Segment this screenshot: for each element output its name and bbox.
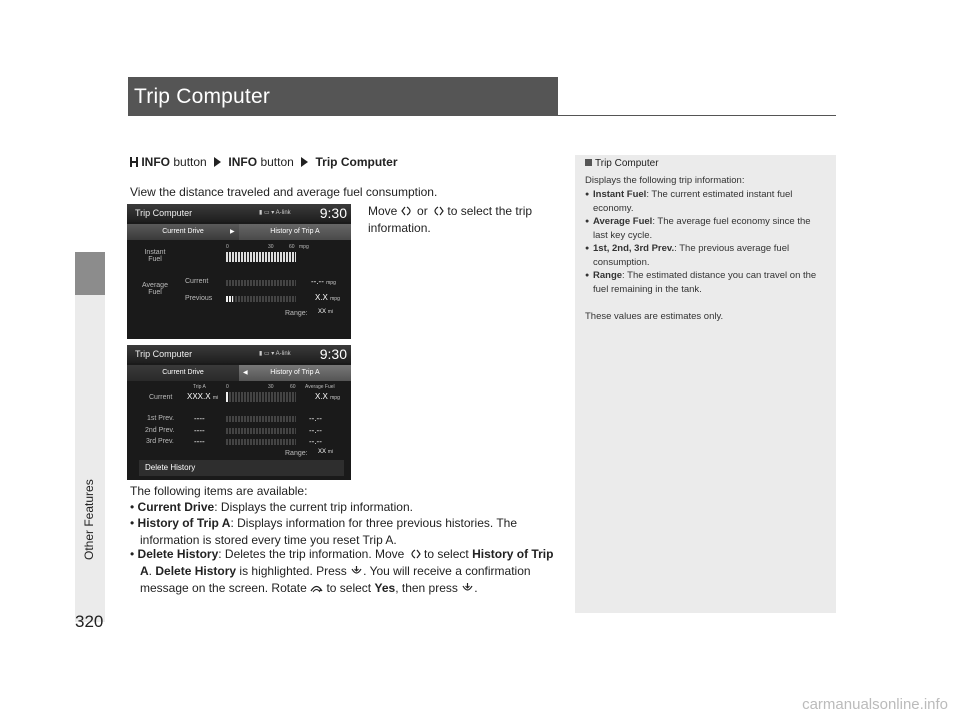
selector-right-icon [408, 548, 421, 560]
range-unit: mi [327, 449, 333, 455]
current-bar [226, 280, 296, 286]
breadcrumb [130, 154, 398, 170]
item-text: . [148, 564, 153, 578]
item-text: . You will receive a confirmation [363, 564, 531, 578]
screen-tabs [127, 224, 351, 240]
item-text: to select [326, 581, 372, 595]
item-text: . [474, 581, 478, 595]
press-button-icon [461, 582, 474, 594]
item-delete-history [130, 546, 560, 597]
chevron-right-icon [214, 157, 221, 167]
tab-history-trip-a[interactable]: History of Trip A [239, 365, 351, 381]
trip-computer-screen-history [127, 345, 351, 480]
note-intro: Displays the following trip information: [585, 175, 745, 186]
move-prefix: Move [368, 204, 398, 218]
item-text: to select [424, 547, 469, 561]
arrow-left-icon: ◀ [243, 370, 248, 376]
bullet-icon: • [130, 547, 135, 561]
item-text: : Displays the current trip information. [214, 500, 413, 514]
instant-fuel-bar [226, 252, 296, 262]
scale-60: 60 [289, 244, 295, 250]
previous-label: Previous [185, 295, 213, 302]
scale-unit: mpg [299, 244, 309, 250]
note-text: : The estimated distance you can travel on the fuel remaining in the tank. [593, 270, 817, 295]
scale-60: 60 [290, 384, 296, 390]
item-current-drive [130, 499, 560, 516]
press-button-icon [350, 565, 363, 577]
note-bullet-average [585, 215, 827, 242]
note-term: Average Fuel [593, 216, 653, 227]
status-text: A-link [275, 351, 291, 357]
row-2nd-prev-bar [226, 428, 296, 434]
current-unit: mpg [326, 280, 336, 286]
item-term: Delete History [137, 547, 219, 561]
current-value: --.-- [311, 277, 324, 286]
scale-30: 30 [268, 244, 274, 250]
current-unit: mpg [330, 395, 340, 401]
previous-value: X.X [315, 293, 328, 302]
note-term: Instant Fuel [593, 189, 647, 200]
col-average-fuel: Average Fuel [305, 384, 335, 390]
screen-header [127, 204, 351, 222]
status-icons: ▮ ▭ ▾ A-link [259, 351, 291, 357]
item-term: A [140, 564, 149, 578]
breadcrumb-suffix-2: button [260, 155, 294, 169]
screen-tabs [127, 365, 351, 381]
page-number: 320 [75, 612, 104, 631]
current-value: X.X [315, 392, 328, 401]
note-bullet-prev [585, 242, 827, 269]
delete-history-button[interactable]: Delete History [139, 460, 344, 476]
row-2nd-prev-label: 2nd Prev. [145, 427, 175, 434]
chevron-right-icon [301, 157, 308, 167]
screen-title: Trip Computer [135, 349, 193, 359]
row-1st-prev-label: 1st Prev. [147, 415, 175, 422]
row-1st-prev-bar [226, 416, 296, 422]
range-label: Range: [285, 450, 308, 457]
current-trip-unit: mi [212, 395, 219, 401]
row-1st-prev-trip: ---- [194, 414, 205, 423]
note-bullet-instant [585, 188, 827, 215]
tab-current-drive[interactable]: Current Drive [127, 224, 239, 240]
current-label: Current [149, 394, 173, 401]
average-fuel-label: Average Fuel [142, 282, 168, 296]
screen-title: Trip Computer [135, 208, 193, 218]
item-term: Yes [374, 581, 396, 595]
col-trip-a: Trip A [193, 384, 206, 390]
side-tab [75, 252, 105, 622]
status-text: A-link [275, 210, 291, 216]
item-term: Current Drive [137, 500, 215, 514]
tab-current-drive[interactable]: Current Drive [127, 365, 239, 381]
selector-left-icon [401, 205, 414, 217]
note-title [585, 158, 659, 169]
move-or: or [417, 204, 428, 218]
range-value: XX [318, 449, 327, 455]
note-term: 1st, 2nd, 3rd Prev. [593, 243, 675, 254]
scale-30: 30 [268, 384, 274, 390]
scale-0: 0 [226, 244, 229, 250]
item-text: : Displays information for three previous histories. The [230, 516, 518, 530]
move-suffix: to select the trip [447, 204, 533, 218]
watermark: carmanualsonline.info [802, 696, 948, 713]
side-tab-marker [75, 252, 105, 295]
row-2nd-prev-trip: ---- [194, 426, 205, 435]
bullet-icon: • [130, 516, 135, 530]
arrow-right-icon: ▶ [230, 229, 235, 235]
trip-computer-screen-current [127, 204, 351, 339]
current-label: Current [185, 278, 209, 285]
item-text: , then press [395, 581, 458, 595]
note-box [575, 155, 836, 613]
item-text: message on the screen. Rotate [140, 581, 307, 595]
note-footer: These values are estimates only. [585, 311, 724, 322]
note-icon [585, 159, 592, 166]
rotate-knob-icon [310, 582, 323, 594]
note-term: Range [593, 270, 623, 281]
row-2nd-prev-value: --.-- [309, 426, 322, 435]
intro-text: View the distance traveled and average fuel consumption. [130, 185, 438, 199]
move-line2: information. [368, 221, 431, 235]
item-term: History of Trip [472, 547, 554, 561]
note-text: : The average fuel economy since the last key cycle. [593, 216, 811, 241]
page-title: Trip Computer [134, 85, 271, 108]
note-bullet-range [585, 269, 827, 296]
row-3rd-prev-value: --.-- [309, 437, 322, 446]
bullet-icon: • [130, 500, 135, 514]
range-unit: mi [327, 309, 333, 315]
clock: 9:30 [319, 205, 347, 221]
current-bar [226, 392, 296, 402]
item-text: : Deletes the trip information. Move [218, 547, 405, 561]
current-bar-fill [226, 392, 228, 402]
row-3rd-prev-bar [226, 439, 296, 445]
item-text: is highlighted. Press [239, 564, 347, 578]
breadcrumb-trip-computer: Trip Computer [315, 155, 398, 169]
items-intro: The following items are available: [130, 484, 308, 498]
section-label: Other Features [82, 479, 96, 560]
breadcrumb-info-2: INFO [228, 155, 258, 169]
previous-bar-fill [226, 296, 233, 302]
breadcrumb-suffix-1: button [173, 155, 207, 169]
selector-right-icon [431, 205, 444, 217]
previous-bar [226, 296, 296, 302]
title-rule [128, 115, 836, 116]
screen-header [127, 345, 351, 363]
note-text: : The previous average fuel consumption. [593, 243, 790, 268]
scale-0: 0 [226, 384, 229, 390]
instant-fuel-label: Instant Fuel [144, 249, 166, 263]
breadcrumb-info-1: INFO [141, 155, 171, 169]
tab-history-trip-a[interactable]: History of Trip A [239, 224, 351, 240]
row-3rd-prev-trip: ---- [194, 437, 205, 446]
range-label: Range: [285, 310, 308, 317]
status-icons: ▮ ▭ ▾ A-link [259, 210, 291, 216]
current-trip-value: XXX.X [187, 392, 211, 401]
clock: 9:30 [319, 346, 347, 362]
home-icon [130, 157, 138, 167]
note-text: : The current estimated instant fuel economy. [593, 189, 793, 214]
range-value: XX [318, 309, 327, 315]
title-bar [128, 77, 558, 115]
row-1st-prev-value: --.-- [309, 414, 322, 423]
item-history-trip-a [130, 515, 560, 549]
note-title-text: Trip Computer [595, 158, 659, 169]
previous-unit: mpg [330, 296, 340, 302]
row-3rd-prev-label: 3rd Prev. [146, 438, 174, 445]
item-term: Delete History [155, 564, 237, 578]
item-text-line2: information is stored every time you reset Trip A. [140, 533, 397, 547]
item-term: History of Trip A [137, 516, 231, 530]
move-instruction [368, 203, 532, 237]
